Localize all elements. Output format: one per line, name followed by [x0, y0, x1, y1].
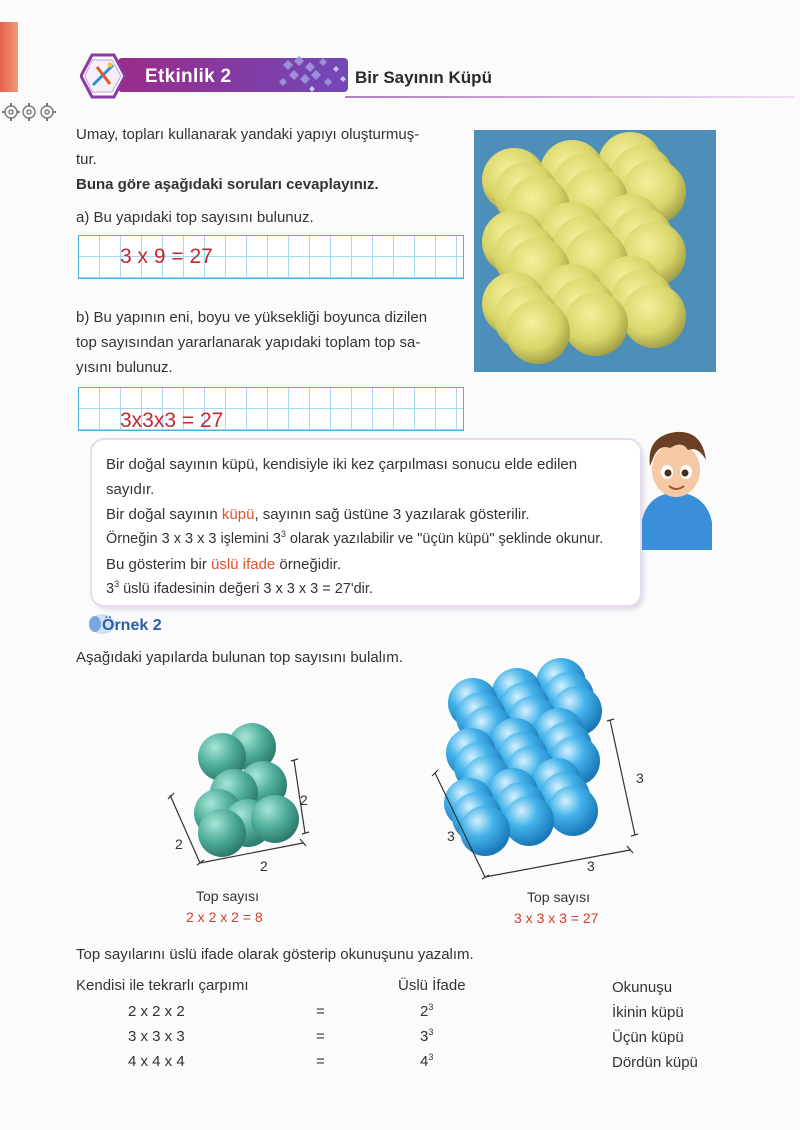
large-cube-width: 3 — [587, 858, 595, 874]
blue-ball — [548, 786, 598, 836]
large-cube-result: 3 x 3 x 3 = 27 — [514, 910, 599, 926]
column-header-product: Kendisi ile tekrarlı çarpımı — [76, 977, 249, 994]
page-edge-tab — [0, 22, 18, 92]
question-a-text: a) Bu yapıdaki top sayısını bulunuz. — [76, 209, 314, 226]
definition-line-1: Bir doğal sayının küpü, kendisiyle iki kez çarpılması sonucu elde edilen — [106, 456, 578, 473]
question-b-line-3: yısını bulunuz. — [76, 359, 173, 376]
activity-title: Etkinlik 2 — [145, 66, 232, 87]
green-ball — [198, 809, 246, 857]
column-header-exponent: Üslü İfade — [398, 977, 466, 994]
blue-ball — [504, 796, 554, 846]
definition-line-2: sayıdır. — [106, 481, 155, 498]
row-1-power: $2^3$ — [420, 1002, 434, 1020]
yellow-ball-cube-photo — [474, 130, 716, 372]
yellow-ball — [564, 292, 628, 356]
yellow-ball-cube-image — [474, 130, 716, 372]
row-2-reading: Üçün küpü — [612, 1029, 684, 1046]
question-b-line-1: b) Bu yapının eni, boyu ve yüksekliği boyunca dizilen — [76, 309, 428, 326]
term-uslu-ifade: üslü ifade — [211, 556, 276, 573]
row-1-product: 2 x 2 x 2 — [128, 1003, 185, 1020]
blue-ball — [460, 806, 510, 856]
row-1-reading: İkinin küpü — [612, 1004, 684, 1021]
row-3-reading: Dördün küpü — [612, 1054, 698, 1071]
answer-a: 3 x 9 = 27 — [120, 245, 213, 268]
small-cube-depth: 2 — [175, 836, 183, 852]
intro-line-2: tur. — [76, 151, 97, 168]
small-cube-caption: Top sayısı — [196, 888, 260, 904]
small-cube-result: 2 x 2 x 2 = 8 — [186, 909, 263, 925]
definition-line-6: $3^3$ üslü ifadesinin değeri 3 x 3 x 3 = 27'dir. — [106, 579, 373, 597]
table-intro: Top sayılarını üslü ifade olarak gösterip okunuşunu yazalım. — [76, 946, 474, 963]
large-cube-height: 3 — [636, 770, 644, 786]
definition-box — [92, 440, 640, 605]
intro-line-1: Umay, topları kullanarak yandaki yapıyı oluşturmuş- — [76, 126, 420, 143]
term-kupu: küpü — [221, 506, 255, 523]
definition-line-5: Bu gösterim bir üslü ifade örneğidir. — [106, 556, 342, 573]
example-title: Örnek 2 — [102, 617, 162, 634]
pencil-ruler-icon — [80, 53, 126, 99]
green-ball — [251, 795, 299, 843]
row-3-power: $4^3$ — [420, 1052, 434, 1070]
gears-icon — [2, 100, 58, 124]
answer-b: 3x3x3 = 27 — [120, 409, 224, 432]
row-2-equals: = — [316, 1028, 325, 1045]
activity-subtitle: Bir Sayının Küpü — [355, 68, 492, 87]
definition-line-4: Örneğin 3 x 3 x 3 işlemini $3^3$ olarak yazılabilir ve "üçün küpü" şeklinde okunur. — [106, 529, 604, 547]
yellow-ball — [622, 284, 686, 348]
row-3-product: 4 x 4 x 4 — [128, 1053, 185, 1070]
cartoon-boy-illustration — [636, 420, 716, 550]
row-3-equals: = — [316, 1053, 325, 1070]
instruction-text: Buna göre aşağıdaki soruları cevaplayınız. — [76, 176, 379, 193]
small-cube-height: 2 — [300, 792, 308, 808]
large-cube-depth: 3 — [447, 828, 455, 844]
question-b-line-2: top sayısından yararlanarak yapıdaki toplam top sa- — [76, 334, 421, 351]
large-cube-caption: Top sayısı — [527, 889, 591, 905]
blue-ball-cube-diagram — [425, 645, 650, 885]
column-header-reading: Okunuşu — [612, 979, 673, 996]
diamond-pattern-icon — [268, 52, 358, 96]
row-2-product: 3 x 3 x 3 — [128, 1028, 185, 1045]
definition-line-3: Bir doğal sayının küpü, sayının sağ üstüne 3 yazılarak gösterilir. — [106, 506, 530, 523]
header-underline — [345, 96, 795, 98]
example-prompt: Aşağıdaki yapılarda bulunan top sayısını bulalım. — [76, 649, 403, 666]
row-2-power: $3^3$ — [420, 1027, 434, 1045]
yellow-ball — [506, 300, 570, 364]
small-cube-width: 2 — [260, 858, 268, 874]
row-1-equals: = — [316, 1003, 325, 1020]
